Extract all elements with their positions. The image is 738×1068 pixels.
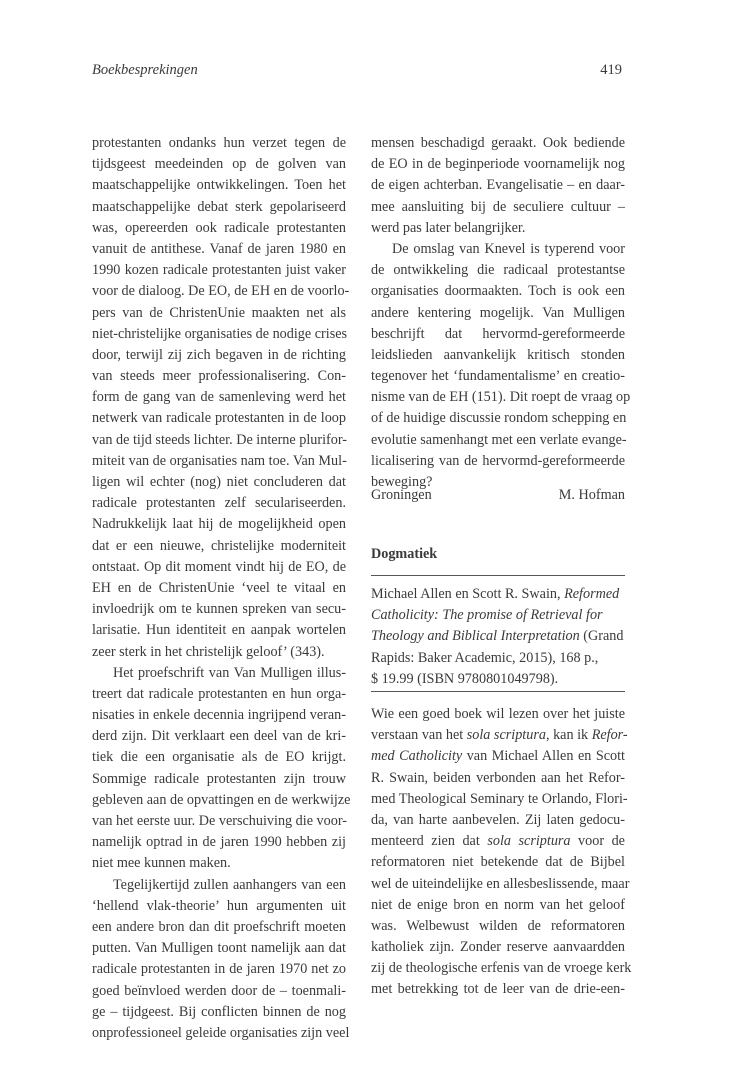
text-line: protestanten ondanks hun verzet tegen de bbox=[92, 135, 346, 151]
text-line: goed beïnvloed werden door de – toenmali- bbox=[92, 982, 346, 999]
bib-line bbox=[371, 584, 625, 605]
text-line: was, opereerden ook radicale protestanten bbox=[92, 219, 346, 236]
text-line: ligen wil echter (nog) niet concluderen dat bbox=[92, 474, 346, 490]
text-line: andere kentering mogelijk. Van Mulligen bbox=[371, 304, 625, 321]
text-line: maatschappelijke debat sterk gepolariseerd bbox=[92, 198, 346, 215]
text-line: niet mee kunnen maken. bbox=[92, 855, 231, 872]
text-line: nisaties in enkele decennia ingrijpend veran- bbox=[92, 707, 346, 724]
text-line: tegenover het ‘fundamentalisme’ en creatio- bbox=[371, 368, 625, 385]
bib-line: Rapids: Baker Academic, 2015), 168 p., bbox=[371, 649, 599, 666]
text-line: netwerk van radicale protestanten in de loop bbox=[92, 410, 346, 427]
text-line: reformatoren niet betekende dat de Bijbel bbox=[371, 854, 625, 871]
text-line: beweging? bbox=[371, 474, 433, 490]
text-line: mensen beschadigd geraakt. Ook bediende bbox=[371, 135, 625, 151]
text-line: De omslag van Knevel is typerend voor bbox=[392, 240, 625, 257]
text-line: onprofessioneel geleide organisaties zijn veel bbox=[92, 1024, 350, 1041]
divider bbox=[371, 575, 625, 576]
text-line: vanuit de antithese. Vanaf de jaren 1980 en bbox=[92, 240, 346, 257]
text-line: door, terwijl zij zich begaven in de richting bbox=[92, 346, 346, 363]
text-line: dat er een nieuwe, christelijke moderniteit bbox=[92, 537, 346, 554]
text-line: Wie een goed boek wil lezen over het juiste bbox=[371, 706, 625, 722]
right-column-top bbox=[371, 133, 631, 493]
text-line: invloedrijk om te kunnen spreken van secu- bbox=[92, 601, 346, 618]
text-line: of de huidige discussie rondom schepping en bbox=[371, 410, 627, 427]
bibliographic-entry bbox=[371, 584, 625, 690]
text-line: beschrijft dat hervormd-gereformeerde bbox=[371, 325, 625, 342]
text-line: een andere bron dan dit proefschrift moeten bbox=[92, 918, 346, 935]
text-line: met betrekking tot de leer van de drie-een- bbox=[371, 981, 625, 998]
text-line: da, van harte aanbevelen. Zij laten gedocu- bbox=[371, 811, 625, 828]
text-line: organisaties doormaakten. Toch is ook een bbox=[371, 283, 625, 300]
review-body bbox=[371, 704, 632, 1001]
text-line: nisme van de EH (151). Dit roept de vraag op bbox=[371, 389, 631, 406]
bib-line bbox=[371, 626, 625, 647]
text-line: was. Welbewust wilden de reformatoren bbox=[371, 917, 625, 934]
text-line: van het eerste uur. De verschuiving die voor- bbox=[92, 813, 348, 829]
bib-publisher: (Grand bbox=[579, 628, 624, 645]
text-line: med Theological Seminary te Orlando, Flori- bbox=[371, 790, 628, 807]
text-line: werd pas later belangrijker. bbox=[371, 219, 526, 236]
text-line: EH en de ChristenUnie ‘veel te vitaal en bbox=[92, 579, 346, 596]
text-line: van de tijd steeds lichter. De interne plurifor- bbox=[92, 431, 348, 448]
text-line: maatschappelijke ontwikkelingen. Toen het bbox=[92, 177, 346, 194]
text-line: licalisering van de hervormd-gereformeerde bbox=[371, 452, 625, 469]
text-line: zeer sterk in het christelijk geloof’ (343). bbox=[92, 643, 325, 660]
text-line: ge – tijdgeest. Bij conflicten binnen de nog bbox=[92, 1003, 346, 1020]
bib-authors: Michael Allen en Scott R. Swain, bbox=[371, 586, 565, 602]
text-line: Sommige radicale protestanten zijn trouw bbox=[92, 770, 346, 787]
bib-line: $ 19.99 (ISBN 9780801049798). bbox=[371, 670, 559, 687]
text-line: pers van de ChristenUnie maakten net als bbox=[92, 304, 346, 321]
text-line: ontstaat. Op dit moment vindt hij de EO, de bbox=[92, 558, 346, 575]
signoff-author: M. Hofman bbox=[558, 487, 625, 503]
bib-title: Reformed bbox=[564, 586, 620, 602]
text-line: van steeds meer professionalisering. Con- bbox=[92, 368, 346, 385]
text-line: miteit van de organisaties nam toe. Van Mul- bbox=[92, 452, 347, 469]
text-line: menteerd zien dat sola scriptura voor de bbox=[371, 833, 625, 850]
text-line: niet-christelijke organisaties de nodige crises bbox=[92, 325, 348, 342]
running-header-section: Boekbesprekingen bbox=[92, 62, 198, 78]
text-line: zij de theologische erfenis van de vroege kerk bbox=[371, 960, 632, 977]
text-line: med Catholicity van Michael Allen en Scott bbox=[371, 748, 626, 765]
text-line: Het proefschrift van Van Mulligen illus- bbox=[113, 664, 346, 681]
text-line: de eigen achterban. Evangelisatie – en daar- bbox=[371, 177, 625, 194]
bib-title: Theology and Biblical Interpretation bbox=[371, 628, 580, 645]
text-line: verstaan van het sola scriptura, kan ik Refor- bbox=[371, 727, 628, 744]
text-line: radicale protestanten in de jaren 1970 net zo bbox=[92, 961, 346, 978]
left-column bbox=[92, 133, 351, 1044]
text-line: 1990 kozen radicale protestanten juist vaker bbox=[92, 262, 346, 279]
text-line: form de gang van de samenleving werd het bbox=[92, 389, 346, 406]
text-line: radicale protestanten zelf seculariseerden. bbox=[92, 495, 346, 512]
text-line: mee aansluiting bij de seculiere cultuur – bbox=[371, 198, 625, 215]
text-line: R. Swain, beiden verbonden aan het Refor- bbox=[371, 769, 625, 786]
text-line: de ontwikkeling die radicaal protestantse bbox=[371, 262, 625, 279]
text-line: wel de uiteindelijke en allesbeslissende, maar bbox=[371, 875, 630, 892]
text-line: larisatie. Hun identiteit en aanpak wortelen bbox=[92, 622, 346, 639]
bib-title: Catholicity: The promise of Retrieval for bbox=[371, 607, 603, 624]
text-line: voor de dialoog. De EO, de EH en de voorlo- bbox=[92, 283, 350, 300]
text-line: de EO in de beginperiode voornamelijk nog bbox=[371, 156, 625, 173]
text-line: katholiek zijn. Zonder reserve aanvaardden bbox=[371, 939, 625, 956]
text-line: gebleven aan de opvattingen en de werkwijze bbox=[92, 791, 351, 808]
text-line: leidslieden aanvankelijk kritisch stonden bbox=[371, 346, 625, 363]
text-line: niet de enige bron en norm van het geloof bbox=[371, 896, 625, 913]
text-line: putten. Van Mulligen toont namelijk aan dat bbox=[92, 940, 346, 957]
text-line: tijdsgeest meedeinden op de golven van bbox=[92, 156, 346, 173]
section-heading: Dogmatiek bbox=[371, 546, 438, 562]
divider bbox=[371, 691, 625, 692]
page-number: 419 bbox=[600, 62, 622, 78]
text-line: treert dat radicale protestanten en hun orga- bbox=[92, 685, 346, 702]
text-line: tiek die een organisatie als de EO krijgt. bbox=[92, 749, 346, 766]
text-line: ‘hellend vlak-theorie’ hun argumenten uit bbox=[92, 897, 346, 914]
bib-line bbox=[371, 605, 625, 626]
text-line: Tegelijkertijd zullen aanhangers van een bbox=[113, 876, 346, 893]
review-signoff bbox=[371, 485, 625, 506]
text-line: derd zijn. Dit verklaart een deel van de kri- bbox=[92, 728, 346, 745]
text-line: Nadrukkelijk laat hij de mogelijkheid open bbox=[92, 516, 346, 533]
text-line: namelijk optrad in de jaren 1990 hebben zij bbox=[92, 834, 346, 851]
text-line: evolutie samenhangt met een verlate evange- bbox=[371, 431, 627, 448]
signoff-place: Groningen bbox=[371, 487, 432, 503]
